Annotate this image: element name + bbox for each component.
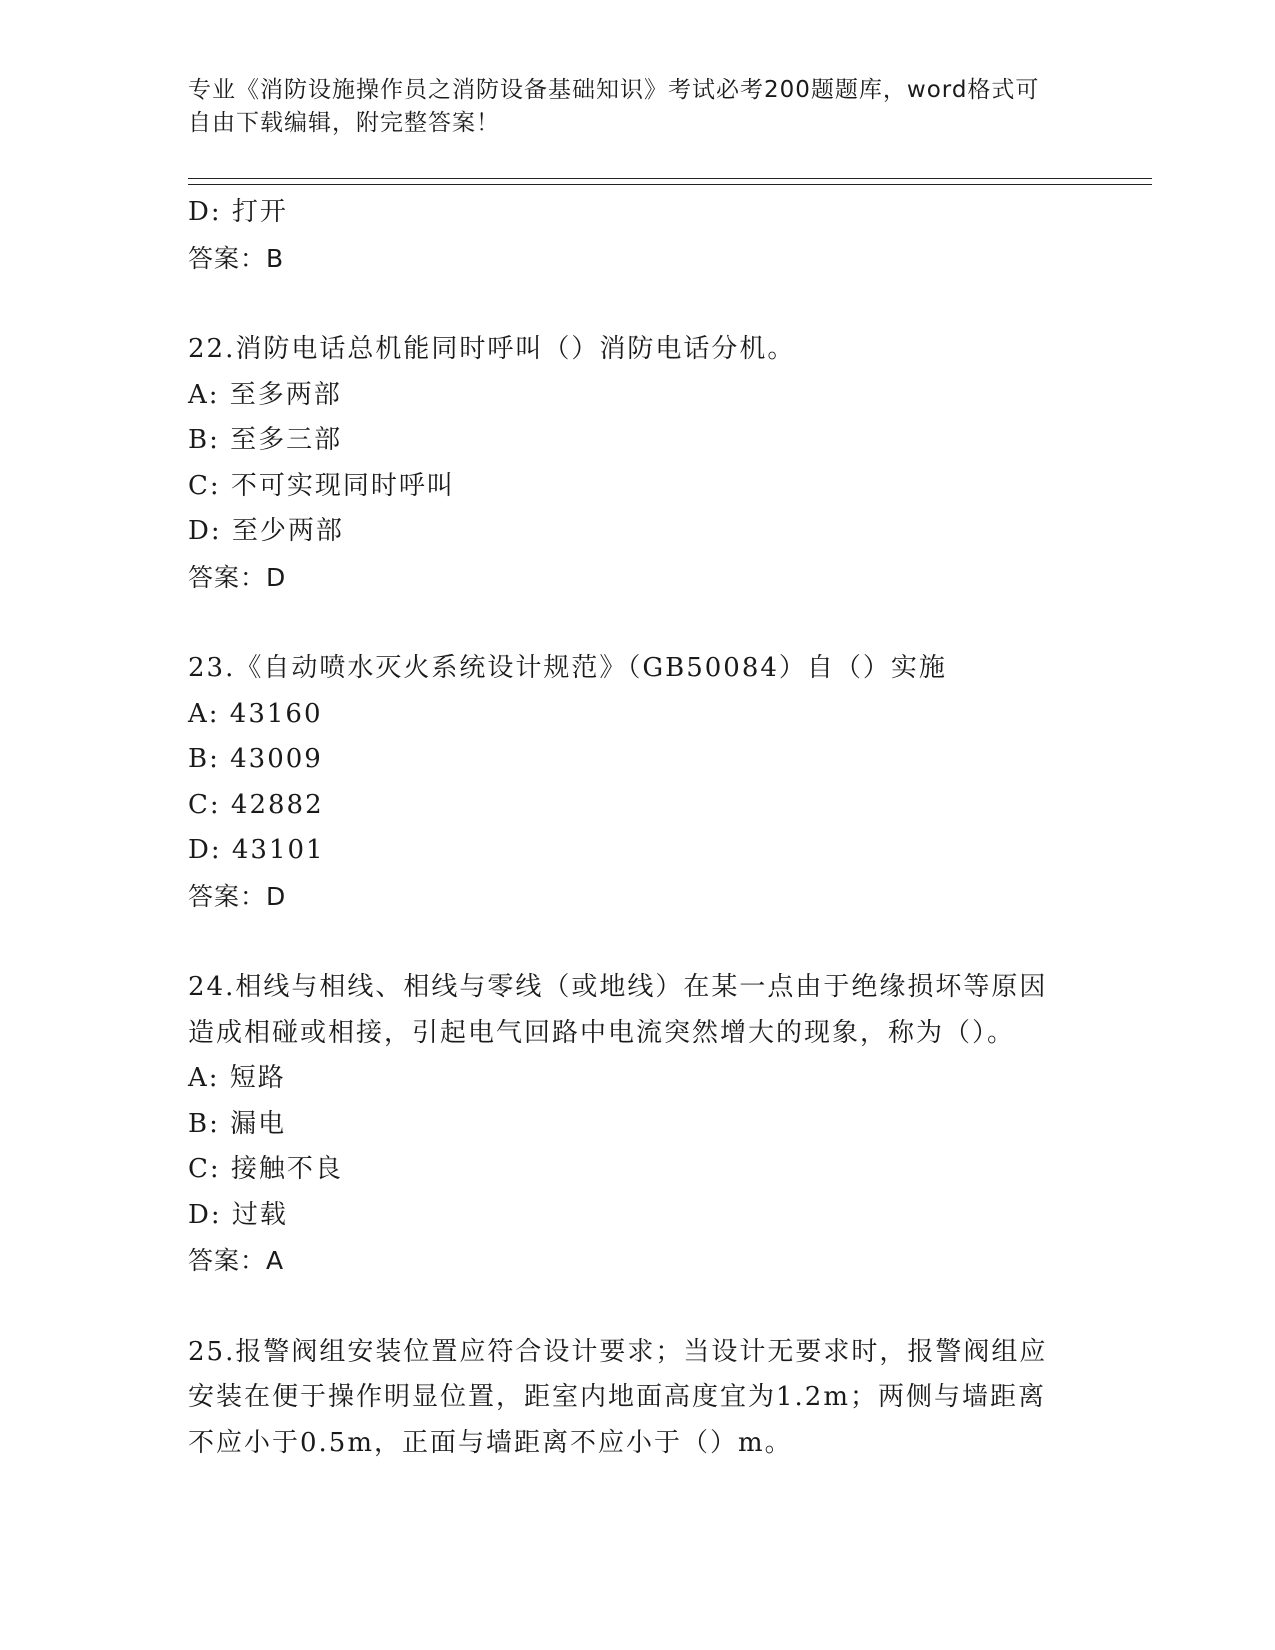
option-b: B: 至多三部 bbox=[188, 425, 343, 455]
option-d: D: 过载 bbox=[188, 1199, 288, 1230]
spacer bbox=[188, 1284, 1108, 1330]
page-header bbox=[188, 74, 1088, 140]
question-content bbox=[188, 190, 1108, 1466]
spacer bbox=[188, 281, 1108, 327]
question-23 bbox=[188, 646, 1108, 919]
header-divider bbox=[188, 178, 1152, 185]
option-b: B: 漏电 bbox=[188, 1108, 287, 1139]
question-stem-line-1: 25.报警阀组安装位置应符合设计要求；当设计无要求时，报警阀组应 bbox=[188, 1336, 1048, 1367]
question-24 bbox=[188, 965, 1108, 1284]
header-line-2: 自由下载编辑，附完整答案！ bbox=[188, 110, 500, 136]
option-c: C: 接触不良 bbox=[188, 1154, 343, 1184]
answer: 答案：B bbox=[188, 243, 285, 273]
question-stem-line-2: 安装在便于操作明显位置，距室内地面高度宜为1.2m；两侧与墙距离 bbox=[188, 1382, 1047, 1412]
question-22 bbox=[188, 327, 1108, 600]
answer: 答案：D bbox=[188, 562, 287, 592]
question-stem-line-1: 24.相线与相线、相线与零线（或地线）在某一点由于绝缘损坏等原因 bbox=[188, 972, 1048, 1002]
option-d: D: 43101 bbox=[188, 835, 325, 865]
option-a: A: 至多两部 bbox=[188, 379, 342, 410]
question-stem: 22.消防电话总机能同时呼叫（）消防电话分机。 bbox=[188, 334, 796, 364]
option-a: A: 43160 bbox=[188, 698, 323, 729]
header-line-1: 专业《消防设施操作员之消防设备基础知识》考试必考200题题库，word格式可 bbox=[188, 77, 1040, 103]
question-stem: 23.《自动喷水灭火系统设计规范》（GB50084）自（）实施 bbox=[188, 653, 947, 683]
option-c: C: 42882 bbox=[188, 789, 324, 820]
option-d: D: 至少两部 bbox=[188, 516, 344, 546]
question-stem-line-3: 不应小于0.5m，正面与墙距离不应小于（）m。 bbox=[188, 1427, 793, 1458]
answer: 答案：D bbox=[188, 881, 287, 911]
spacer bbox=[188, 919, 1108, 965]
option-b: B: 43009 bbox=[188, 744, 323, 774]
spacer bbox=[188, 600, 1108, 646]
question-stem-line-2: 造成相碰或相接，引起电气回路中电流突然增大的现象，称为（）。 bbox=[188, 1017, 1016, 1048]
answer: 答案：A bbox=[188, 1246, 285, 1275]
option-a: A: 短路 bbox=[188, 1063, 286, 1093]
option-d: D: 打开 bbox=[188, 197, 288, 227]
option-c: C: 不可实现同时呼叫 bbox=[188, 470, 455, 501]
question-25 bbox=[188, 1330, 1108, 1467]
